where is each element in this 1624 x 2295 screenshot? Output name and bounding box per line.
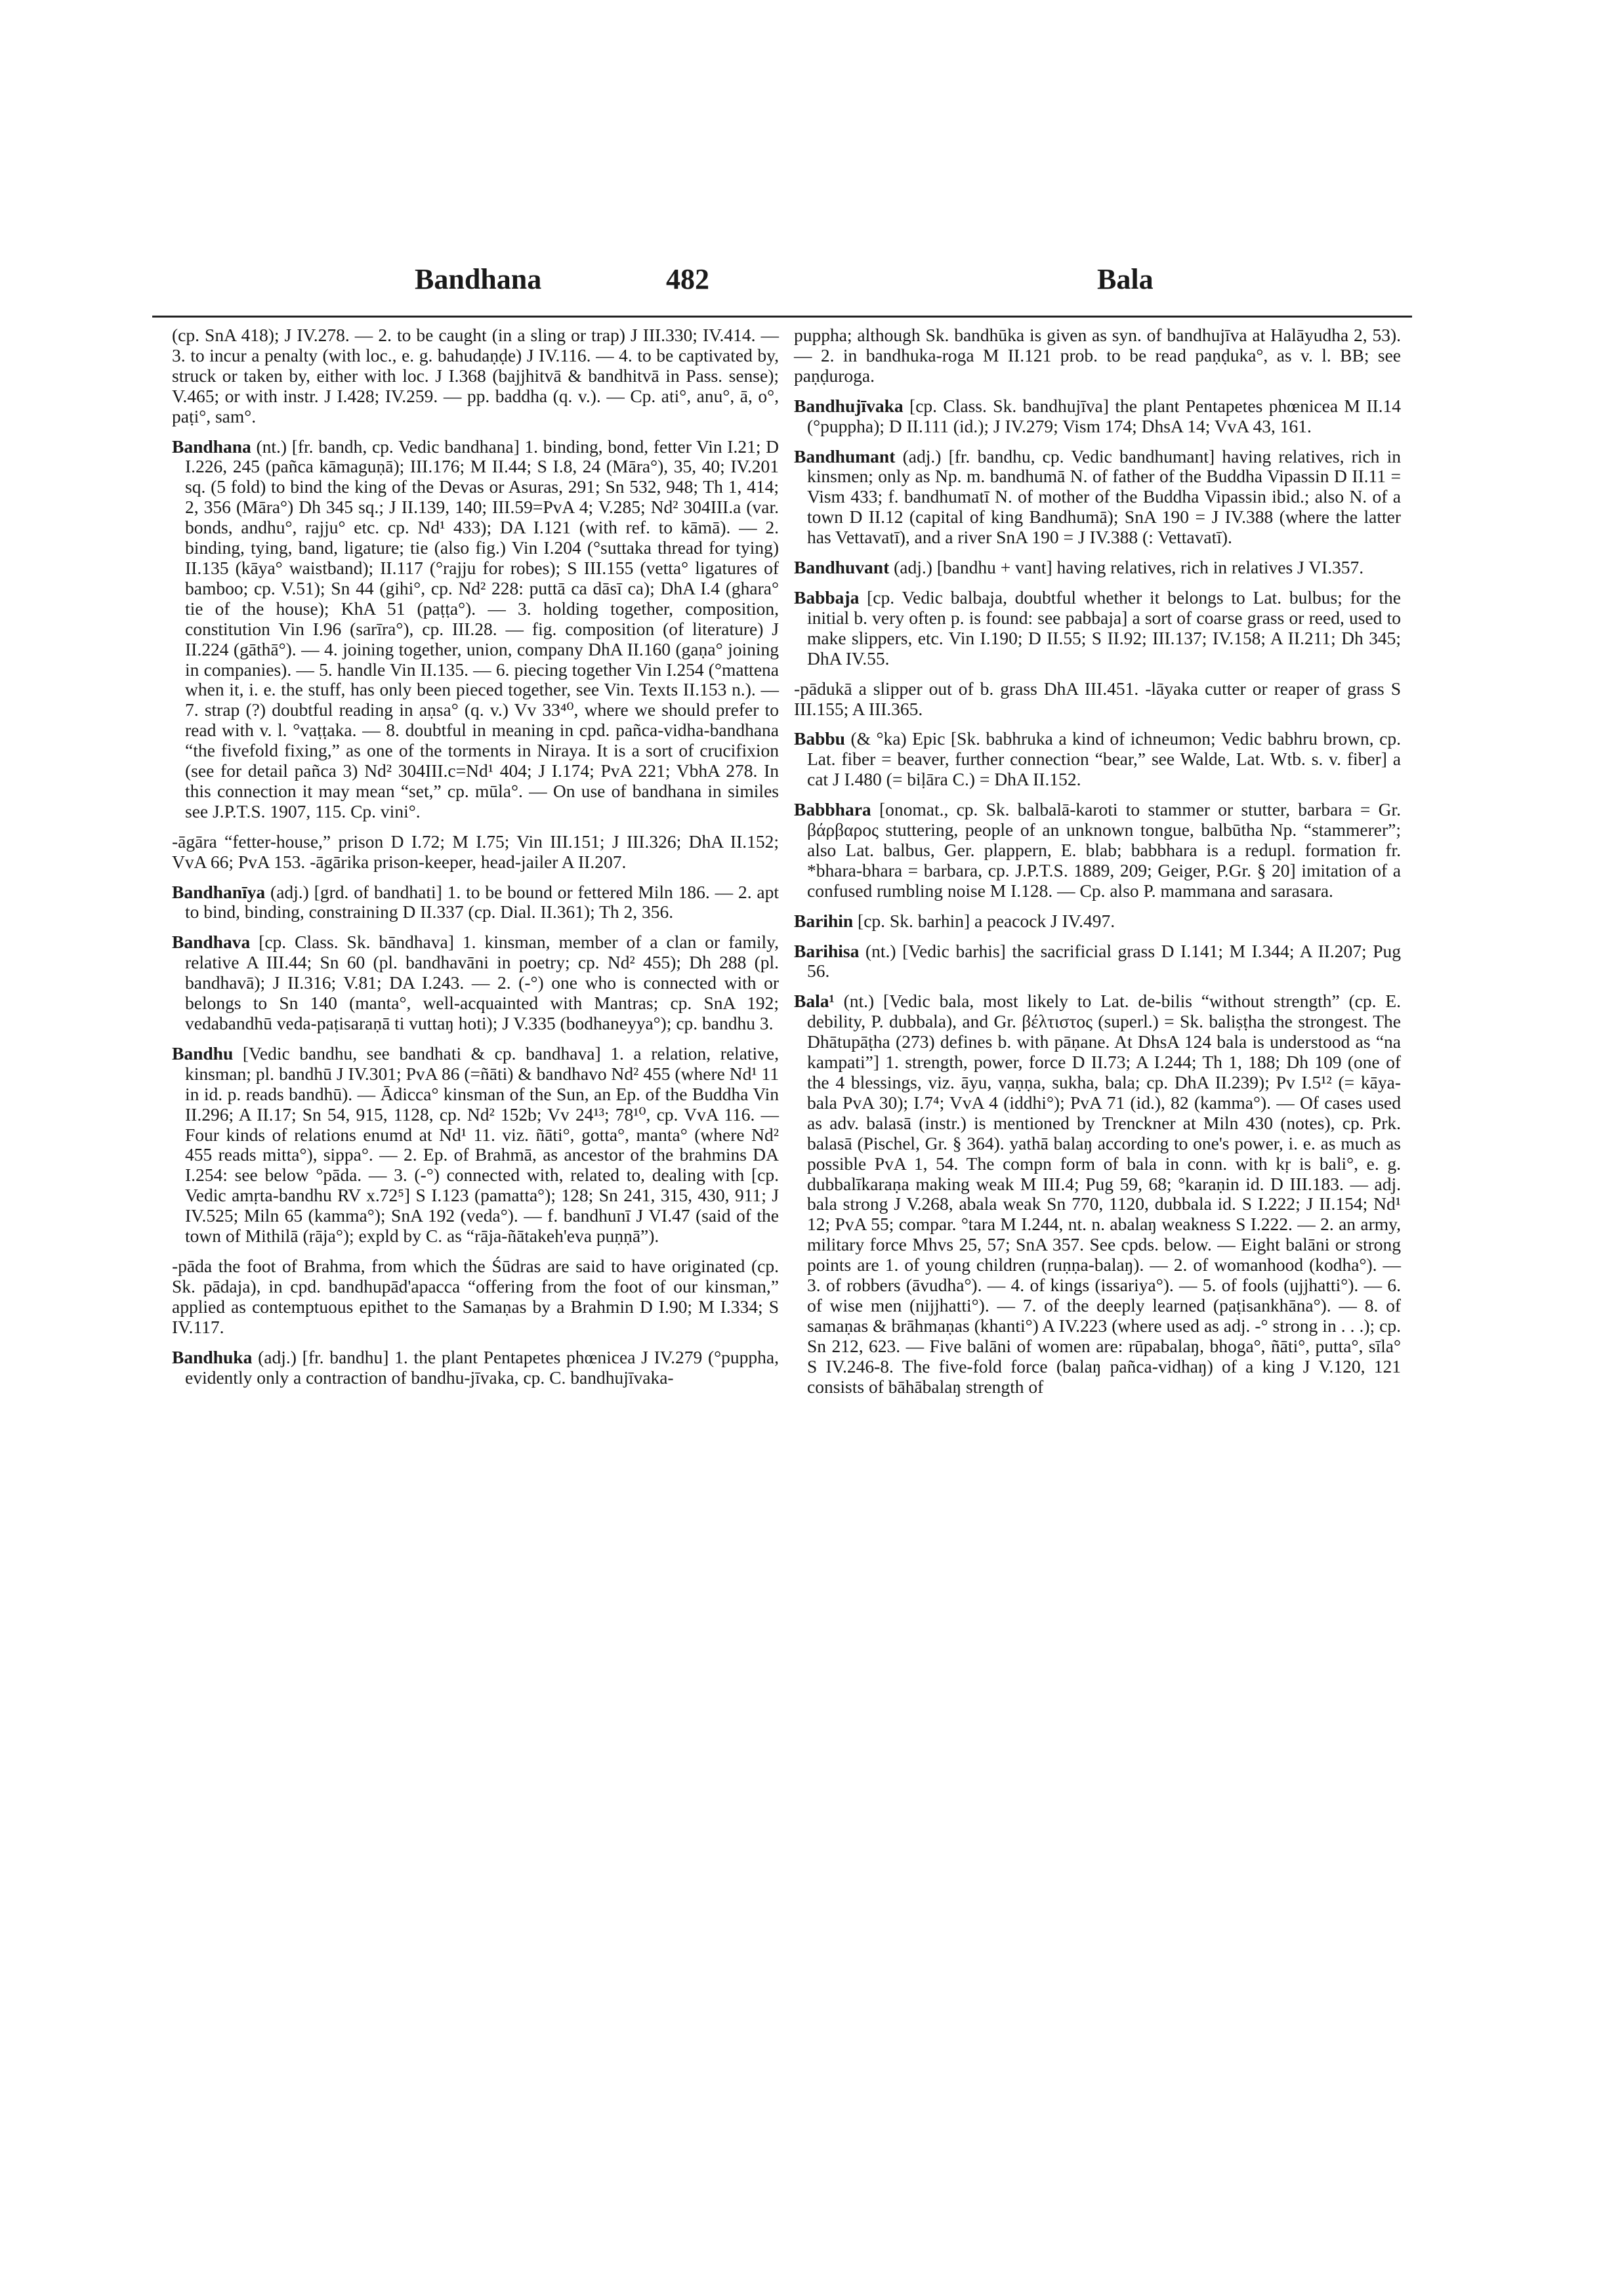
dictionary-entry bbox=[794, 588, 1401, 669]
dictionary-entry bbox=[172, 1348, 779, 1388]
entry-text: [cp. Sk. barhin] a peacock J IV.497. bbox=[858, 910, 1115, 931]
headword: Bandhumant bbox=[794, 445, 896, 466]
dictionary-entry bbox=[794, 941, 1401, 982]
headword: Babbu bbox=[794, 728, 845, 749]
entry-text: puppha; although Sk. bandhūka is given as syn. of bandhujīva at Halāyudha 2, 53). — 2. in bandhuka-roga M II.121 prob. to be read paṇḍuka°, as v. l. BB; see paṇḍuroga. bbox=[794, 325, 1401, 386]
entry-text: (nt.) [Vedic barhis] the sacrificial grass D I.141; M I.344; A II.207; Pug 56. bbox=[807, 940, 1402, 982]
dictionary-entry bbox=[172, 1044, 779, 1247]
entry-text: (adj.) [fr. bandhu, cp. Vedic bandhumant] having relatives, rich in kinsmen; only as Np. m. bandhumā N. of father of the Buddha Vipassin D II.11 = Vism 433; f. bandhumatī N. of mother of the Buddha Vipassin ibid.; also N. of a town D II.12 (capital of king Bandhumā); SnA 190 = J IV.388 (where the latter has Vettavatī), and a river SnA 190 = J IV.388 (: Vettavatī). bbox=[807, 445, 1402, 548]
headword: Bandhuvant bbox=[794, 557, 890, 578]
dictionary-entry bbox=[794, 729, 1401, 790]
entry-text: (nt.) [fr. bandh, cp. Vedic bandhana] 1. binding, bond, fetter Vin I.21; D I.226, 245 (pañca kāmaguṇā); III.176; M II.44; S I.8, 24 (Māra°), 35, 40; IV.201 sq. (5 fold) to bind the king of the Devas or Asuras, 291; Sn 532, 948; Th 1, 414; 2, 356 (Māra°) Dh 345 sq.; J II.139, 140; III.59=PvA 4; V.285; Nd² 304III.a (var. bonds, andhu°, rajju° etc. cp. Nd¹ 433); DA I.121 (with ref. to kāmā). — 2. binding, tying, band, ligature; tie (also fig.) Vin I.204 (°suttaka thread for tying) II.135 (kāya° waistband); II.117 (°rajju for robes); S III.155 (vetta° ligatures of bamboo; cp. V.51); Sn 44 (gihi°, cp. Nd² 228: puttā ca dāsī ca); DhA I.4 (ghara° tie of the house); KhA 51 (paṭṭa°). — 3. holding together, composition, constitution Vin I.96 (sarīra°), cp. III.28. — fig. composition (of literature) J II.224 (gāthā°). — 4. joining together, union, company DhA II.160 (gaṇa° joining in companies). — 5. handle Vin II.135. — 6. piecing together Vin I.254 (°mattena when it, i. e. the stuff, has only been pieced together, see Vin. Texts II.153 n.). — 7. strap (?) doubtful reading in aṇsa° (q. v.) Vv 33⁴⁰, where we should prefer to read with v. l. °vaṭṭaka. — 8. doubtful in meaning in cpd. pañca-vidha-bandhana “the fivefold fixing,” as one of the torments in Niraya. It is a sort of crucifixion (see for detail pañca 3) Nd² 304III.c=Nd¹ 404; J I.174; PvA 221; VbhA 278. In this connection it may mean “set,” cp. mūla°. — On use of bandhana in similes see J.P.T.S. 1907, 115. Cp. vini°. bbox=[185, 436, 779, 821]
dictionary-entry bbox=[172, 932, 779, 1034]
dictionary-entry bbox=[172, 437, 779, 822]
page-number: 482 bbox=[666, 263, 709, 295]
entry-continuation bbox=[172, 325, 779, 427]
headword: Bandhava bbox=[172, 932, 251, 953]
dictionary-entry bbox=[794, 396, 1401, 437]
entry-continuation bbox=[172, 832, 779, 873]
dictionary-entry bbox=[794, 911, 1401, 932]
headword: Barihisa bbox=[794, 940, 860, 961]
entry-text: [cp. Class. Sk. bāndhava] 1. kinsman, member of a clan or family, relative A III.44; Sn 60 (pl. bandhavāni in poetry; cp. Nd² 455); Dh 288 (pl. bandhavā); J II.316; V.81; DA I.243. — 2. (-°) one who is connected with or belongs to Sn 140 (manta°, well-acquainted with Mantras; cp. SnA 192; vedabandhū veda-paṭisaraṇā ti vuttaŋ hoti); J V.335 (bodhaneyya°); cp. bandhu 3. bbox=[185, 932, 780, 1033]
dictionary-entry bbox=[794, 558, 1401, 578]
entry-text: [Vedic bandhu, see bandhati & cp. bandhava] 1. a relation, relative, kinsman; pl. bandhū J IV.301; PvA 86 (=ñāti) & bandhavo Nd² 455 (where Nd¹ 11 in id. p. reads bandhū). — Ādicca° kinsman of the Sun, an Ep. of the Buddha Vin II.296; A II.17; Sn 54, 915, 1128, cp. Nd² 152b; Vv 24¹³; 78¹⁰, cp. VvA 116. — Four kinds of relations enumd at Nd¹ 11. viz. ñāti°, gotta°, manta° (where Nd² 455 reads mitta°), sippa°. — 2. Ep. of Brahmā, as ancestor of the brahmins DA I.254: see below °pāda. — 3. (-°) connected with, related to, dealing with [cp. Vedic amṛta-bandhu RV x.72⁵] S I.123 (pamatta°); 128; Sn 241, 315, 430, 911; J IV.525; Miln 65 (kamma°); SnA 192 (veda°). — f. bandhunī J VI.47 (said of the town of Mithilā (rāja°); expld by C. as “rāja-ñātakeh'eva puṇṇā”). bbox=[185, 1043, 780, 1247]
headword: Bandhu bbox=[172, 1043, 234, 1064]
entry-text: (& °ka) Epic [Sk. babhruka a kind of ichneumon; Vedic babhru brown, cp. Lat. fiber = beaver, further connection “bear,” see Walde, Lat. Wtb. s. v. fiber] a cat J I.480 (= biḷāra C.) = DhA II.152. bbox=[807, 728, 1401, 790]
header-rule bbox=[152, 316, 1412, 318]
entry-text: (adj.) [bandhu + vant] having relatives, rich in relatives J VI.357. bbox=[894, 557, 1364, 578]
entry-text: [cp. Vedic balbaja, doubtful whether it belongs to Lat. bulbus; for the initial b. very often p. is found: see pabbaja] a sort of coarse grass or reed, used to make slippers, etc. Vin I.190; D II.55; S II.92; III.137; IV.158; A II.211; Dh 345; DhA IV.55. bbox=[807, 587, 1401, 669]
entry-text: (adj.) [grd. of bandhati] 1. to be bound or fettered Miln 186. — 2. apt to bind, binding, constraining D II.337 (cp. Dial. II.361); Th 2, 356. bbox=[185, 881, 780, 922]
entry-text: -āgāra “fetter-house,” prison D I.72; M I.75; Vin III.151; J III.326; DhA II.152; VvA 66; PvA 153. -āgārika prison-keeper, head-jailer A II.207. bbox=[172, 831, 779, 872]
running-head-right: Bala bbox=[1097, 263, 1154, 295]
headword: Babbaja bbox=[794, 587, 860, 608]
headword: Barihin bbox=[794, 910, 854, 931]
entry-text: [cp. Class. Sk. bandhujīva] the plant Pentapetes phœnicea M II.14 (°puppha); D II.111 (id.); J IV.279; Vism 174; DhsA 14; VvA 43, 161. bbox=[807, 395, 1402, 436]
headword: Bandhana bbox=[172, 436, 251, 457]
left-column bbox=[172, 325, 779, 1397]
headword: Bandhanīya bbox=[172, 881, 266, 902]
headword: Bandhuka bbox=[172, 1346, 253, 1367]
headword: Bala¹ bbox=[794, 991, 835, 1012]
headword: Babbhara bbox=[794, 799, 871, 820]
headword: Bandhujīvaka bbox=[794, 395, 904, 416]
entry-text: -pāda the foot of Brahma, from which the Śūdras are said to have originated (cp. Sk. pādaja), in cpd. bandhupād'apacca “offering from the foot of our kinsman,” applied as contemptuous epithet to the Samaṇas by a Brahmin D I.90; M I.334; S IV.117. bbox=[172, 1255, 779, 1337]
running-head-left: Bandhana bbox=[415, 263, 542, 295]
dictionary-entry bbox=[794, 800, 1401, 901]
dictionary-entry bbox=[172, 882, 779, 923]
right-column bbox=[794, 325, 1401, 1407]
entry-continuation bbox=[172, 1256, 779, 1338]
entry-text: (nt.) [Vedic bala, most likely to Lat. de-bilis “without strength” (cp. E. debility, P. dubbala), and Gr. βέλτιστος (superl.) = Sk. baliṣṭha the strongest. The Dhātupāṭha (273) defines b. with pāṇane. At DhsA 124 bala is understood as “na kampati”] 1. strength, power, force D II.73; A I.244; Th 1, 188; Dh 109 (one of the 4 blessings, viz. āyu, vaṇṇa, sukha, bala; cp. DhA II.239); Pv I.5¹² (= kāya-bala PvA 30); I.7⁴; VvA 4 (iddhi°); PvA 71 (id.), 82 (kamma°). — Of cases used as adv. balasā (instr.) is mentioned by Trenckner at Miln 430 (notes), cp. Prk. balasā (Pischel, Gr. § 364). yathā balaŋ according to one's power, i. e. as much as possible PvA 1, 54. The compn form of bala in conn. with kṛ is bali°, e. g. dubbalīkaraṇa making weak M III.4; Pug 59, 68; °karaṇin id. D III.183. — adj. bala strong J V.268, abala weak Sn 770, 1120, dubbala id. S I.222; J II.154; Nd¹ 12; PvA 55; compar. °tara M I.244, nt. n. abalaŋ weakness S I.222. — 2. an army, military force Mhvs 25, 57; SnA 357. See cpds. below. — Eight balāni or strong points are 1. of young children (ruṇṇa-balaŋ). — 2. of womanhood (kodha°). — 3. of robbers (āvudha°). — 4. of kings (issariya°). — 5. of fools (ujjhatti°). — 6. of wise men (nijjhatti°). — 7. of the deeply learned (paṭisankhāna°). — 8. of samaṇas & brāhmaṇas (khanti°) A IV.223 (where used as adj. -° strong in . . .); cp. Sn 212, 623. — Five balāni of women are: rūpabalaŋ, bhoga°, ñāti°, putta°, sīla° S IV.246-8. The five-fold force (balaŋ pañca-vidhaŋ) of a king J V.120, 121 consists of bāhābalaŋ strength of bbox=[807, 991, 1401, 1397]
entry-text: (cp. SnA 418); J IV.278. — 2. to be caught (in a sling or trap) J III.330; IV.414. — 3. to incur a penalty (with loc., e. g. bahudaṇḍe) J IV.116. — 4. to be captivated by, struck or taken by, either with loc. J I.368 (bajjhitvā & bandhitvā in Pass. sense); V.465; or with instr. J I.428; IV.259. — pp. baddha (q. v.). — Cp. ati°, anu°, ā, o°, paṭi°, sam°. bbox=[172, 325, 779, 426]
entry-continuation bbox=[794, 325, 1401, 386]
entry-text: [onomat., cp. Sk. balbalā-karoti to stammer or stutter, barbara = Gr. βάρβαρος stuttering, people of an unknown tongue, balbūtha Np. “stammerer”; also Lat. balbus, Ger. plappern, E. blab; babbhara is a redupl. formation fr. *bhara-bhara = barbara, cp. J.P.T.S. 1889, 209; Geiger, P.Gr. § 20] imitation of a confused rumbling noise M I.128. — Cp. also P. mammana and sarasara. bbox=[807, 799, 1402, 901]
dictionary-entry bbox=[794, 447, 1401, 548]
entry-continuation bbox=[794, 679, 1401, 720]
dictionary-entry bbox=[794, 991, 1401, 1397]
entry-text: (adj.) [fr. bandhu] 1. the plant Pentapetes phœnicea J IV.279 (°puppha, evidently only a contraction of bandhu-jīvaka, cp. C. bandhujīvaka- bbox=[185, 1346, 779, 1388]
entry-text: -pādukā a slipper out of b. grass DhA III.451. -lāyaka cutter or reaper of grass S III.155; A III.365. bbox=[794, 678, 1401, 719]
